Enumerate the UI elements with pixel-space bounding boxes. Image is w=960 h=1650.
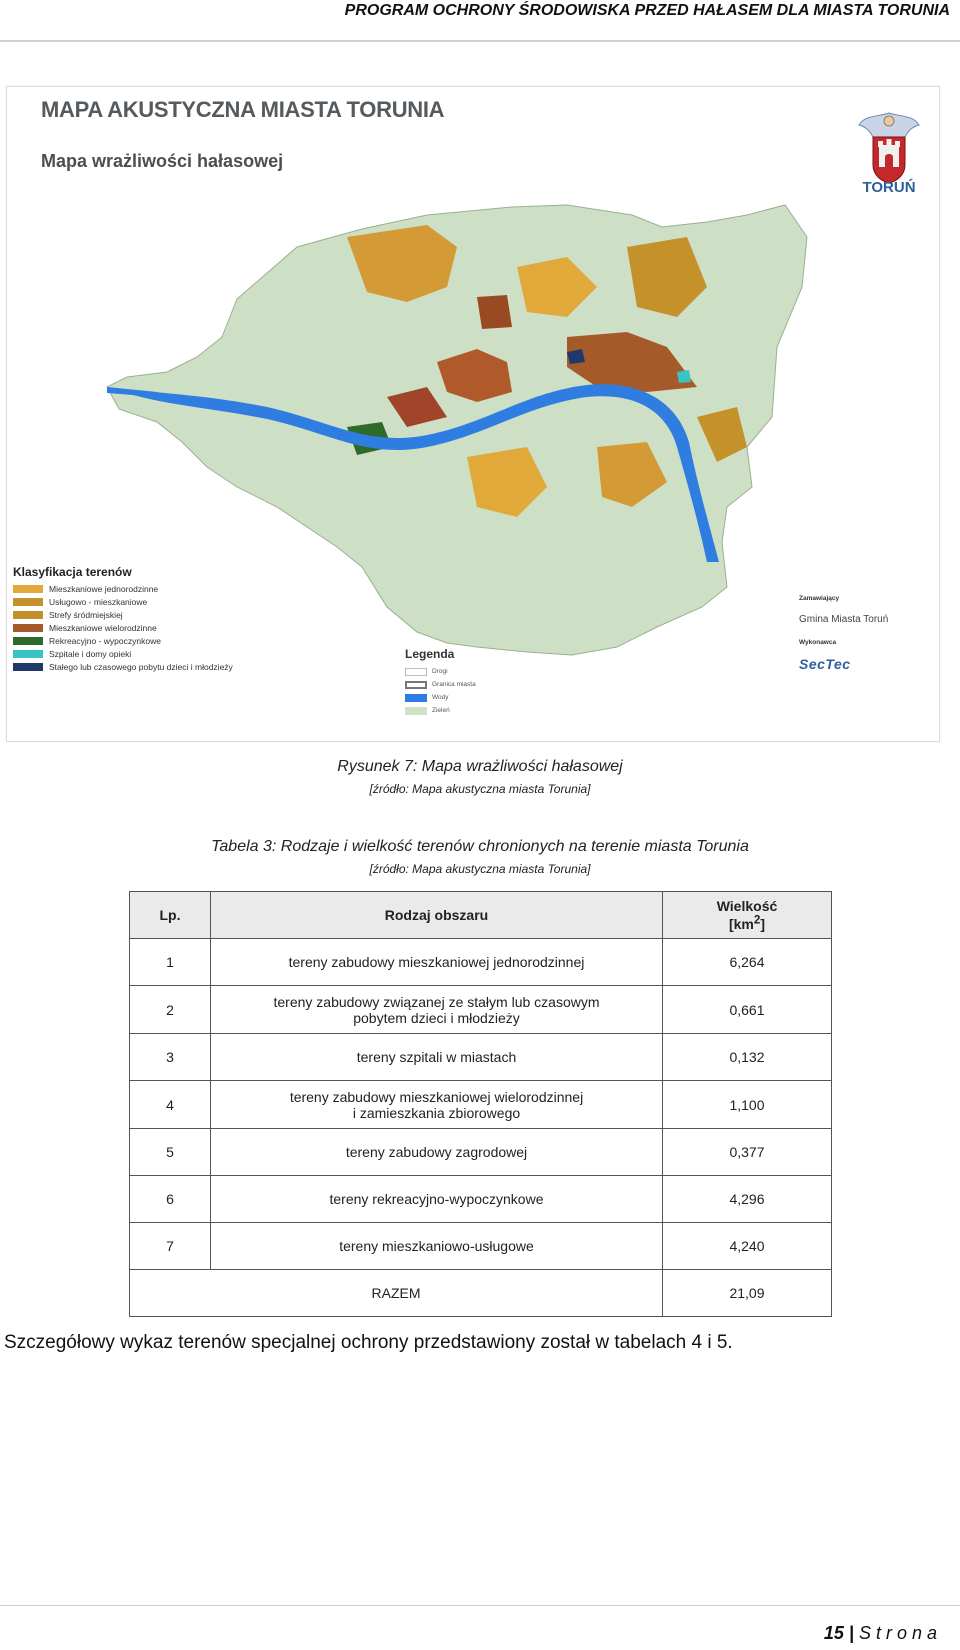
- cell-size: 0,661: [663, 986, 832, 1034]
- classification-title: Klasyfikacja terenów: [13, 565, 132, 579]
- classification-label: Mieszkaniowe jednorodzinne: [49, 583, 159, 594]
- header-size-unit: $[km^2]$: [728, 913, 766, 933]
- header-size: [663, 892, 832, 939]
- classification-item: [13, 582, 283, 595]
- cell-size: 6,264: [663, 939, 832, 986]
- header-area-type: Rodzaj obszaru: [211, 892, 663, 939]
- legend-label: Zieleń: [432, 707, 450, 714]
- classification-legend: [13, 565, 283, 673]
- cell-lp: 1: [130, 939, 211, 986]
- table-row: [130, 1034, 832, 1081]
- map-subtitle: Mapa wrażliwości hałasowej: [41, 151, 284, 171]
- classification-swatch: [13, 598, 43, 606]
- contractor-label: Wykonawca: [799, 639, 837, 646]
- zone-hospital: [677, 370, 691, 383]
- footer-divider: [0, 1605, 960, 1606]
- cell-lp: 2: [130, 986, 211, 1034]
- classification-item: [13, 660, 283, 673]
- table-row: [130, 1176, 832, 1223]
- page-footer: [824, 1623, 942, 1644]
- cell-size: 4,296: [663, 1176, 832, 1223]
- classification-swatch: [13, 611, 43, 619]
- cell-area-type: tereny zabudowy mieszkaniowej wielorodzinnej i zamieszkania zbiorowego: [211, 1081, 663, 1129]
- page-number: 15: [823, 1623, 844, 1643]
- legend-swatch-roads: [405, 668, 427, 676]
- figure-source: [źródło: Mapa akustyczna miasta Torunia]: [369, 782, 591, 796]
- legend-label: Granica miasta: [432, 681, 476, 688]
- classification-label: Stałego lub czasowego pobytu dzieci i młodzieży: [49, 661, 233, 672]
- cell-area-type: tereny rekreacyjno-wypoczynkowe: [211, 1176, 663, 1223]
- legend-item: [405, 691, 525, 704]
- classification-swatch: [13, 585, 43, 593]
- cell-lp: 6: [130, 1176, 211, 1223]
- classification-swatch: [13, 624, 43, 632]
- header-divider: [0, 40, 960, 42]
- cell-lp: 3: [130, 1034, 211, 1081]
- zone-multifamily-2: [477, 295, 512, 329]
- cell-area-type: tereny zabudowy zagrodowej: [211, 1129, 663, 1176]
- page-header-title: PROGRAM OCHRONY ŚRODOWISKA PRZED HAŁASEM DLA MIASTA TORUNIA: [344, 2, 950, 19]
- legend-item: [405, 704, 525, 717]
- header-size-label: Wielkość: [716, 897, 778, 914]
- protected-areas-table: [129, 891, 832, 1317]
- cell-size: 4,240: [663, 1223, 832, 1270]
- total-size: 21,09: [663, 1270, 832, 1317]
- cell-lp: 5: [130, 1129, 211, 1176]
- legend-item: [405, 678, 525, 691]
- figure-caption: Rysunek 7: Mapa wrażliwości hałasowej: [337, 758, 623, 775]
- table-row: [130, 1129, 832, 1176]
- cell-size: 0,377: [663, 1129, 832, 1176]
- cell-size: 0,132: [663, 1034, 832, 1081]
- acoustic-map-figure: [6, 86, 940, 742]
- cell-lp: 7: [130, 1223, 211, 1270]
- table-source: [źródło: Mapa akustyczna miasta Torunia]: [369, 862, 591, 876]
- legend-swatch-greenery: [405, 707, 427, 715]
- legend-title: Legenda: [405, 647, 455, 661]
- classification-label: Strefy śródmiejskiej: [49, 609, 123, 620]
- cell-area-type: tereny zabudowy mieszkaniowej jednorodzinnej: [211, 939, 663, 986]
- header-lp: Lp.: [130, 892, 211, 939]
- classification-item: [13, 608, 283, 621]
- classification-item: [13, 621, 283, 634]
- cell-area-type: tereny zabudowy związanej ze stałym lub czasowym pobytem dzieci i młodzieży: [211, 986, 663, 1034]
- legend-item: [405, 665, 525, 678]
- footer-separator: |: [843, 1623, 859, 1643]
- classification-swatch: [13, 663, 43, 671]
- classification-label: Mieszkaniowe wielorodzinne: [49, 622, 157, 633]
- crest-name: TORUŃ: [862, 179, 916, 196]
- map-title: MAPA AKUSTYCZNA MIASTA TORUNIA: [41, 97, 445, 122]
- table-header-row: [130, 892, 832, 939]
- classification-swatch: [13, 650, 43, 658]
- classification-item: [13, 634, 283, 647]
- table-row: [130, 986, 832, 1034]
- legend-label: Wody: [432, 694, 449, 701]
- footer-page-label: Strona: [858, 1623, 942, 1643]
- table-row: [130, 1223, 832, 1270]
- table-row: [130, 939, 832, 986]
- map-legend: [405, 647, 525, 717]
- legend-swatch-water: [405, 694, 427, 702]
- cell-size: 1,100: [663, 1081, 832, 1129]
- client-name: Gmina Miasta Toruń: [799, 614, 889, 625]
- table-caption: Tabela 3: Rodzaje i wielkość terenów chronionych na terenie miasta Torunia: [211, 838, 749, 855]
- classification-item: [13, 647, 283, 660]
- total-label: RAZEM: [130, 1270, 663, 1317]
- table-row: [130, 1081, 832, 1129]
- legend-swatch-boundary: [405, 681, 427, 689]
- cell-lp: 4: [130, 1081, 211, 1129]
- classification-label: Rekreacyjno - wypoczynkowe: [49, 635, 161, 646]
- sectec-logo: SecTec: [799, 656, 851, 672]
- classification-label: Szpitale i domy opieki: [49, 648, 132, 659]
- cell-area-type: tereny mieszkaniowo-usługowe: [211, 1223, 663, 1270]
- classification-item: [13, 595, 283, 608]
- legend-label: Drogi: [432, 668, 448, 675]
- map-credits: [799, 595, 929, 672]
- table-total-row: [130, 1270, 832, 1317]
- cell-area-type: tereny szpitali w miastach: [211, 1034, 663, 1081]
- classification-swatch: [13, 637, 43, 645]
- client-label: Zamawiający: [799, 595, 840, 602]
- classification-label: Usługowo - mieszkaniowe: [49, 596, 148, 607]
- body-paragraph: Szczegółowy wykaz terenów specjalnej ochrony przedstawiony został w tabelach 4 i 5.: [4, 1332, 733, 1353]
